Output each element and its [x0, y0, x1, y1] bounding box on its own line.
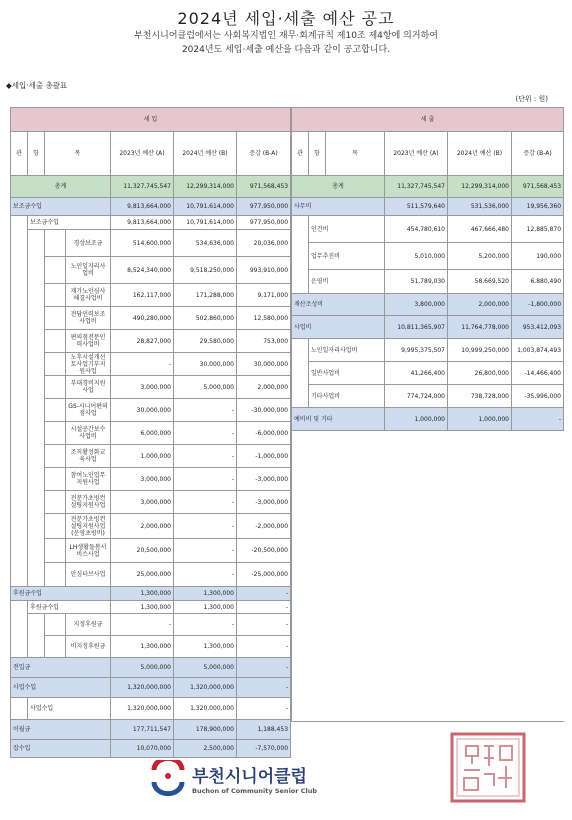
income-cell: 178,900,000 — [174, 720, 237, 740]
income-cell: 30,000,000 — [111, 399, 174, 422]
income-cell: 1,320,000,000 — [174, 678, 237, 698]
expense-cell: 738,728,000 — [448, 385, 512, 408]
income-row-label: 보조금수입 — [28, 216, 111, 230]
income-cell: - — [237, 678, 291, 698]
income-group-header: 세 입 — [11, 108, 291, 132]
income-cell: - — [174, 468, 237, 491]
expense-cell: 531,536,000 — [448, 198, 512, 216]
income-cell: 1,320,000,000 — [111, 678, 174, 698]
income-cell: 977,950,000 — [237, 198, 291, 216]
income-row-label: 시설공간보수사업비 — [66, 422, 111, 445]
income-cell: - — [174, 445, 237, 468]
income-cell: 10,791,614,000 — [174, 198, 237, 216]
income-table — [10, 107, 291, 758]
income-cell: - — [174, 399, 237, 422]
income-cell: 977,950,000 — [237, 216, 291, 230]
income-cell: - — [111, 614, 174, 636]
org-logo — [148, 760, 428, 800]
expense-cell: 58,669,520 — [448, 270, 512, 294]
income-cell: 1,320,000,000 — [174, 698, 237, 720]
income-row-label: 이월금 — [11, 720, 111, 740]
income-cell: 5,000,000 — [174, 658, 237, 678]
income-row-label: 참여노인업무지원사업 — [66, 468, 111, 491]
expense-cell: 5,010,000 — [385, 243, 448, 270]
expense-table — [291, 107, 564, 722]
expense-row-label: 노인일자리사업비 — [309, 339, 385, 362]
income-cell: 12,580,000 — [237, 307, 291, 330]
expense-cell: -1,800,000 — [512, 294, 564, 316]
income-cell: 30,000,000 — [174, 353, 237, 376]
income-row-label: 재가노인심사해결사업비 — [66, 284, 111, 307]
expense-row-label: 재산조성비 — [292, 294, 385, 316]
expense-col-gwan: 관 — [292, 132, 309, 176]
expense-row-label: 사업비 — [292, 316, 385, 339]
expense-cell: 9,995,375,507 — [385, 339, 448, 362]
income-cell: 20,500,000 — [111, 539, 174, 563]
income-cell: 9,813,664,000 — [111, 198, 174, 216]
income-cell: 971,568,453 — [237, 176, 291, 198]
income-col-2023: 2023년 예산 (A) — [111, 132, 174, 176]
income-cell: 28,827,000 — [111, 330, 174, 353]
expense-row-label: 예비비 및 기타 — [292, 408, 385, 431]
income-row-label: 전문가초빙컨설팅지원사업(운영초빙비) — [66, 514, 111, 539]
income-row-label: 안심터브사업 — [66, 563, 111, 587]
income-cell: 502,860,000 — [174, 307, 237, 330]
expense-group-header: 세 출 — [292, 108, 564, 132]
expense-cell: - — [512, 408, 564, 431]
expense-cell: 774,724,000 — [385, 385, 448, 408]
expense-cell: 10,811,365,907 — [385, 316, 448, 339]
expense-cell: 19,956,360 — [512, 198, 564, 216]
income-cell: -6,000,000 — [237, 422, 291, 445]
income-cell: -2,000,000 — [237, 514, 291, 539]
income-cell: 1,300,000 — [111, 636, 174, 658]
income-cell: - — [174, 563, 237, 587]
logo-symbol-icon — [154, 760, 182, 794]
section-heading: ◆세입·세출 총괄표 — [6, 81, 68, 90]
income-row-label: 전문가초빙컨설팅지원사업 — [66, 491, 111, 514]
income-cell: 8,524,340,000 — [111, 257, 174, 284]
income-row-label: LH생활돌봄서비스사업 — [66, 539, 111, 563]
income-cell: 514,600,000 — [111, 230, 174, 257]
income-cell: 29,580,000 — [174, 330, 237, 353]
income-cell: 5,000,000 — [111, 658, 174, 678]
income-cell: 753,000 — [237, 330, 291, 353]
expense-cell: 51,789,030 — [385, 270, 448, 294]
income-col-diff: 증감 (B-A) — [237, 132, 291, 176]
income-col-mok: 목 — [45, 132, 111, 176]
income-cell: 11,327,745,547 — [111, 176, 174, 198]
expense-cell: 3,800,000 — [385, 294, 448, 316]
expense-col-mok: 목 — [326, 132, 385, 176]
income-cell: 1,320,000,000 — [111, 698, 174, 720]
income-cell: 177,711,547 — [111, 720, 174, 740]
expense-row-label: 일반사업비 — [309, 362, 385, 385]
income-cell: 1,300,000 — [111, 587, 174, 601]
income-row-label: 경상보조금 — [66, 230, 111, 257]
income-cell: -3,000,000 — [237, 491, 291, 514]
expense-col-2023: 2023년 예산 (A) — [385, 132, 448, 176]
income-cell: 534,636,000 — [174, 230, 237, 257]
income-cell: - — [237, 601, 291, 614]
income-cell: 20,036,000 — [237, 230, 291, 257]
income-cell: - — [174, 539, 237, 563]
expense-cell: 5,200,000 — [448, 243, 512, 270]
income-cell: 10,070,000 — [111, 740, 174, 758]
income-row-label: 후원금수입 — [28, 601, 111, 614]
income-col-gwan: 관 — [11, 132, 28, 176]
income-cell: 3,000,000 — [111, 376, 174, 399]
expense-cell: -14,466,400 — [512, 362, 564, 385]
expense-cell: 26,800,000 — [448, 362, 512, 385]
income-row-label: 지정후원금 — [66, 614, 111, 636]
income-col-2024: 2024년 예산 (B) — [174, 132, 237, 176]
expense-cell: 190,000 — [512, 243, 564, 270]
income-row-label: 노후시설개선 토사업기부지원사업 — [66, 353, 111, 376]
income-row-label: 비지정후원금 — [66, 636, 111, 658]
income-cell: - — [237, 658, 291, 678]
expense-cell: 511,579,640 — [385, 198, 448, 216]
income-cell: -3,000,000 — [237, 468, 291, 491]
income-row-label: 보조금수입 — [11, 198, 111, 216]
income-total-label: 총계 — [11, 176, 111, 198]
income-row-label: 전입금 — [11, 658, 111, 678]
income-cell: - — [174, 614, 237, 636]
income-cell: - — [237, 636, 291, 658]
expense-cell: 1,003,874,493 — [512, 339, 564, 362]
income-cell: - — [111, 353, 174, 376]
expense-row-label: 기타사업비 — [309, 385, 385, 408]
official-seal-icon — [448, 730, 528, 805]
income-cell: -30,000,000 — [237, 399, 291, 422]
income-col-hang: 항 — [28, 132, 45, 176]
expense-row-label: 업무추진비 — [309, 243, 385, 270]
income-cell: - — [174, 491, 237, 514]
income-cell: - — [237, 698, 291, 720]
income-cell: -7,570,000 — [237, 740, 291, 758]
income-cell: 993,910,000 — [237, 257, 291, 284]
income-cell: 1,300,000 — [174, 601, 237, 614]
income-row-label: 잡수입 — [11, 740, 111, 758]
income-cell: 9,171,000 — [237, 284, 291, 307]
income-row-label: 편의점전문인력사업비 — [66, 330, 111, 353]
expense-cell: 971,568,453 — [512, 176, 564, 198]
expense-col-diff: 증감 (B-A) — [512, 132, 564, 176]
expense-cell: -35,996,000 — [512, 385, 564, 408]
income-cell: 171,288,000 — [174, 284, 237, 307]
income-cell: 2,500,000 — [174, 740, 237, 758]
income-row-label: 후원금수입 — [11, 587, 111, 601]
expense-cell: 454,780,610 — [385, 216, 448, 243]
expense-row-label: 사무비 — [292, 198, 385, 216]
income-cell: 9,518,250,000 — [174, 257, 237, 284]
income-cell: 490,280,000 — [111, 307, 174, 330]
expense-cell: 2,000,000 — [448, 294, 512, 316]
expense-cell: 1,000,000 — [385, 408, 448, 431]
expense-cell: 11,764,778,000 — [448, 316, 512, 339]
expense-cell: 41,266,400 — [385, 362, 448, 385]
unit-label: (단위 : 원) — [515, 95, 548, 103]
income-row-label: GS-시니어편의점사업 — [66, 399, 111, 422]
expense-cell: 1,000,000 — [448, 408, 512, 431]
income-row-label: 노인일자리사업비 — [66, 257, 111, 284]
org-name: 부천시니어클럽 — [192, 767, 307, 787]
expense-cell: 11,327,745,547 — [385, 176, 448, 198]
expense-row-label: 인건비 — [309, 216, 385, 243]
income-cell: 2,000,000 — [237, 376, 291, 399]
income-cell: 1,300,000 — [174, 587, 237, 601]
income-cell: 1,300,000 — [174, 636, 237, 658]
intro-line-1: 부천시니어클럽에서는 사회복지법인 재무·회계규칙 제10조 제4항에 의거하여 — [134, 31, 438, 41]
income-cell: - — [174, 422, 237, 445]
income-cell: 6,000,000 — [111, 422, 174, 445]
income-cell: 1,188,453 — [237, 720, 291, 740]
income-cell: 1,300,000 — [111, 601, 174, 614]
income-cell: 25,000,000 — [111, 563, 174, 587]
income-row-label: 사업수입 — [11, 678, 111, 698]
income-cell: - — [237, 587, 291, 601]
expense-row-label: 운영비 — [309, 270, 385, 294]
income-cell: 5,000,000 — [174, 376, 237, 399]
income-cell: - — [174, 514, 237, 539]
income-cell: 30,000,000 — [237, 353, 291, 376]
income-cell: 9,813,664,000 — [111, 216, 174, 230]
income-cell: 2,000,000 — [111, 514, 174, 539]
expense-col-2024: 2024년 예산 (B) — [448, 132, 512, 176]
expense-cell: 12,299,314,000 — [448, 176, 512, 198]
income-cell: 12,299,314,000 — [174, 176, 237, 198]
expense-cell: 12,885,870 — [512, 216, 564, 243]
income-row-label: 사업수입 — [28, 698, 111, 720]
intro-text — [0, 29, 572, 57]
income-cell: 1,000,000 — [111, 445, 174, 468]
income-cell: 3,000,000 — [111, 468, 174, 491]
income-cell: -20,500,000 — [237, 539, 291, 563]
expense-cell: 467,666,480 — [448, 216, 512, 243]
income-row-label: 조직활성화교육사업 — [66, 445, 111, 468]
expense-cell: 953,412,093 — [512, 316, 564, 339]
org-name-en: Buchon of Community Senior Club — [192, 787, 318, 795]
page-title: 2024년 세입·세출 예산 공고 — [177, 9, 395, 28]
income-row-label: 부대경비지원사업 — [66, 376, 111, 399]
expense-total-label: 총계 — [292, 176, 385, 198]
expense-cell: 10,999,250,000 — [448, 339, 512, 362]
income-row-label: 전담인력보조사업비 — [66, 307, 111, 330]
income-cell: 10,791,614,000 — [174, 216, 237, 230]
income-cell: 3,000,000 — [111, 491, 174, 514]
intro-line-2: 2024년도 세입·세출 예산을 다음과 같이 공고합니다. — [181, 45, 391, 55]
income-cell: 162,117,000 — [111, 284, 174, 307]
expense-cell: 6,880,490 — [512, 270, 564, 294]
income-cell: - — [237, 614, 291, 636]
expense-col-hang: 항 — [309, 132, 326, 176]
income-cell: -1,000,000 — [237, 445, 291, 468]
income-cell: -25,000,000 — [237, 563, 291, 587]
